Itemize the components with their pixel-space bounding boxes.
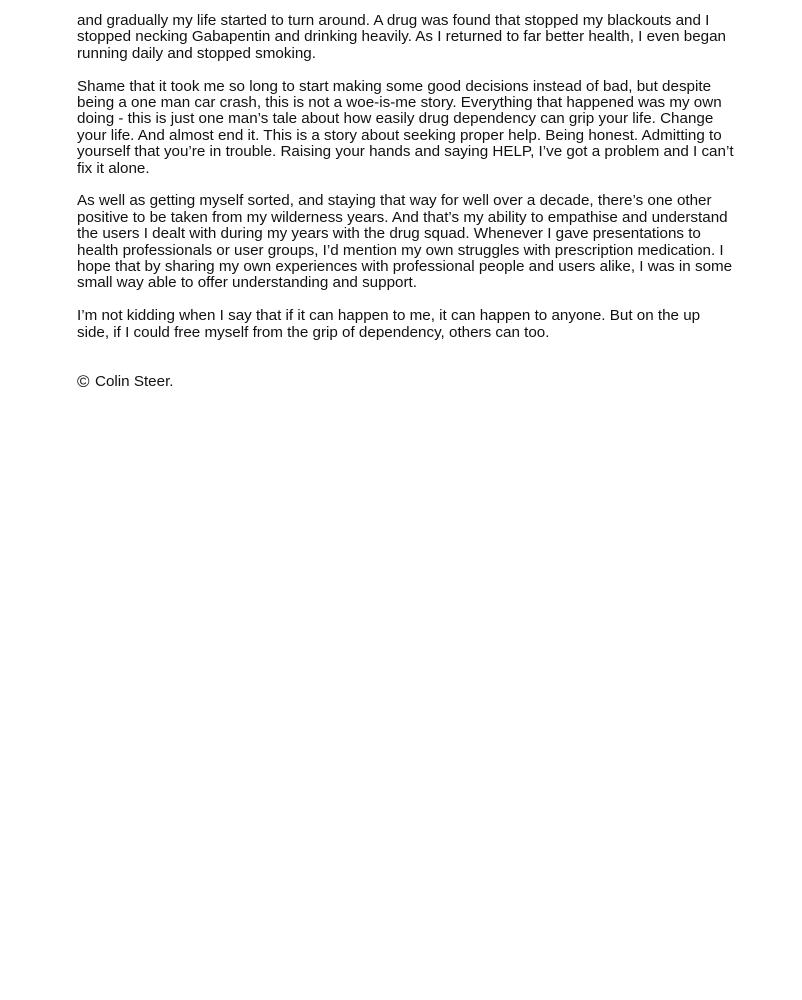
copyright-icon: © (77, 372, 90, 392)
paragraph-4: I’m not kidding when I say that if it can happen to me, it can happen to anyone. But on the up side, if I could free myself from the grip of dependency, others can too. (77, 307, 701, 341)
copyright-line (77, 374, 737, 390)
author-name: Colin Steer. (95, 373, 174, 391)
paragraph-2: Shame that it took me so long to start making some good decisions instead of bad, but despite being a one man car crash, this is not a woe-is-me story. Everything that happened was my own doing - this is just one man’s tale about how easily drug dependency can grip your life. Change your life. And almost end it. This is a story about seeking proper help. Being honest. Admitting to yourself that you’re in trouble. Raising your hands and saying HELP, I’ve got a problem and I can’t fix it alone. (77, 77, 734, 177)
paragraph-3: As well as getting myself sorted, and staying that way for well over a decade, there’s one other positive to be taken from my wilderness years. And that’s my ability to empathise and understand the users I dealt with during my years with the drug squad. Whenever I gave presentations to health professionals or user groups, I’d mention my own struggles with prescription medication. I hope that by sharing my own experiences with professional people and users alike, I was in some small way able to offer understanding and support. (77, 192, 733, 292)
document-body (77, 13, 737, 390)
paragraph-1: and gradually my life started to turn around. A drug was found that stopped my blackouts and I stopped necking Gabapentin and drinking heavily. As I returned to far better health, I even began running daily and stopped smoking. (77, 12, 726, 62)
